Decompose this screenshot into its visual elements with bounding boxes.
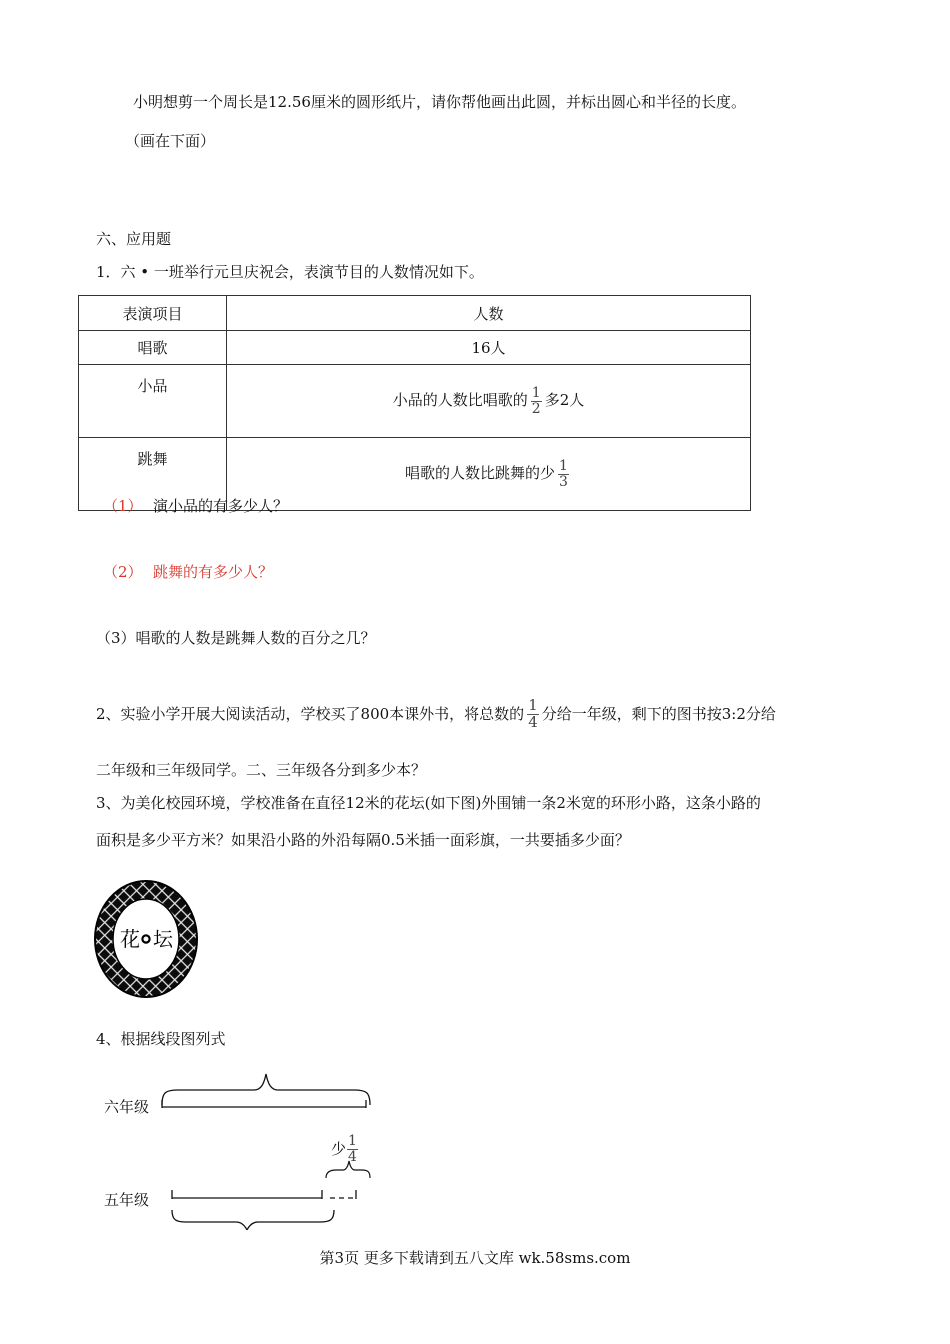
fraction [527,698,539,731]
q4-title: 4、根据线段图列式 [96,1030,226,1048]
page-footer: 第3页 更多下载请到五八文库 wk.58sms.com [319,1249,631,1267]
table-cell-value [227,365,751,438]
fraction [531,386,542,416]
table-cell-item: 小品 [79,365,227,438]
q1-sub2-text: 跳舞的有多少人？ [153,563,274,581]
q1-sub1-number: （1） [103,497,143,515]
table-cell-item: 唱歌 [79,331,227,365]
grade6-brace [162,1074,370,1105]
q3-line-1: 3、为美化校园环境，学校准备在直径12米的花坛(如下图)外围铺一条2米宽的环形小路，这条小路的 [96,794,761,812]
flower-bed-label-left: 花 [120,927,140,951]
q1-sub2-number: （2） [103,563,143,581]
skit-text-after: 多2人 [544,391,585,409]
table-cell-value: 16人 [227,331,751,365]
q1-stem: 1．六 • 一班举行元旦庆祝会，表演节目的人数情况如下。 [96,263,484,281]
less-label: 少 [331,1140,347,1158]
q2-text-before: 2、实验小学开展大阅读活动，学校买了800本课外书，将总数的 [96,704,525,723]
grade5-brace [172,1210,334,1230]
table-row [79,365,751,438]
less-fraction-wrap [347,1134,358,1164]
q3-line-2: 面积是多少平方米？如果沿小路的外沿每隔0.5米插一面彩旗，一共要插多少面？ [96,831,630,849]
performance-table [78,295,751,511]
dance-text-before: 唱歌的人数比跳舞的少 [405,464,556,482]
q2-line-2: 二年级和三年级同学。二、三年级各分到多少本？ [96,761,427,779]
fraction-numerator: 1 [528,696,538,714]
table-cell-item: 跳舞 [79,438,227,511]
table-header-count: 人数 [227,296,751,331]
q1-sub3: （3）唱歌的人数是跳舞人数的百分之几？ [96,629,376,647]
center-point [142,935,149,942]
q2-line-1 [96,698,776,731]
skit-text-before: 小品的人数比唱歌的 [392,391,528,409]
table-header-row [79,296,751,331]
table-row [79,331,751,365]
grade6-label: 六年级 [104,1098,150,1116]
q1-sub1-text: 演小品的有多少人？ [153,497,289,515]
fraction [347,1134,358,1164]
table-cell-value [227,438,751,511]
section-title: 六、应用题 [96,230,172,248]
fraction-numerator: 1 [531,384,541,401]
intro-line-2: （画在下面） [125,132,216,150]
fraction-denominator: 4 [348,1148,357,1165]
q2-text-after: 分给一年级，剩下的图书按3:2分给 [541,704,776,723]
grade5-label: 五年级 [104,1191,150,1209]
fraction-denominator: 2 [531,400,541,417]
fraction-numerator: 1 [559,457,568,474]
intro-line-1: 小明想剪一个周长是12.56厘米的圆形纸片，请你帮他画出此圆，并标出圆心和半径的长度。 [133,93,746,111]
flower-bed-ring-figure [92,878,200,1000]
fraction-numerator: 1 [348,1133,357,1149]
fraction-denominator: 4 [528,712,538,731]
table-header-item: 表演项目 [79,296,227,331]
fraction-denominator: 3 [559,473,568,490]
flower-bed-label-right: 坛 [153,927,173,951]
fraction [558,459,569,489]
